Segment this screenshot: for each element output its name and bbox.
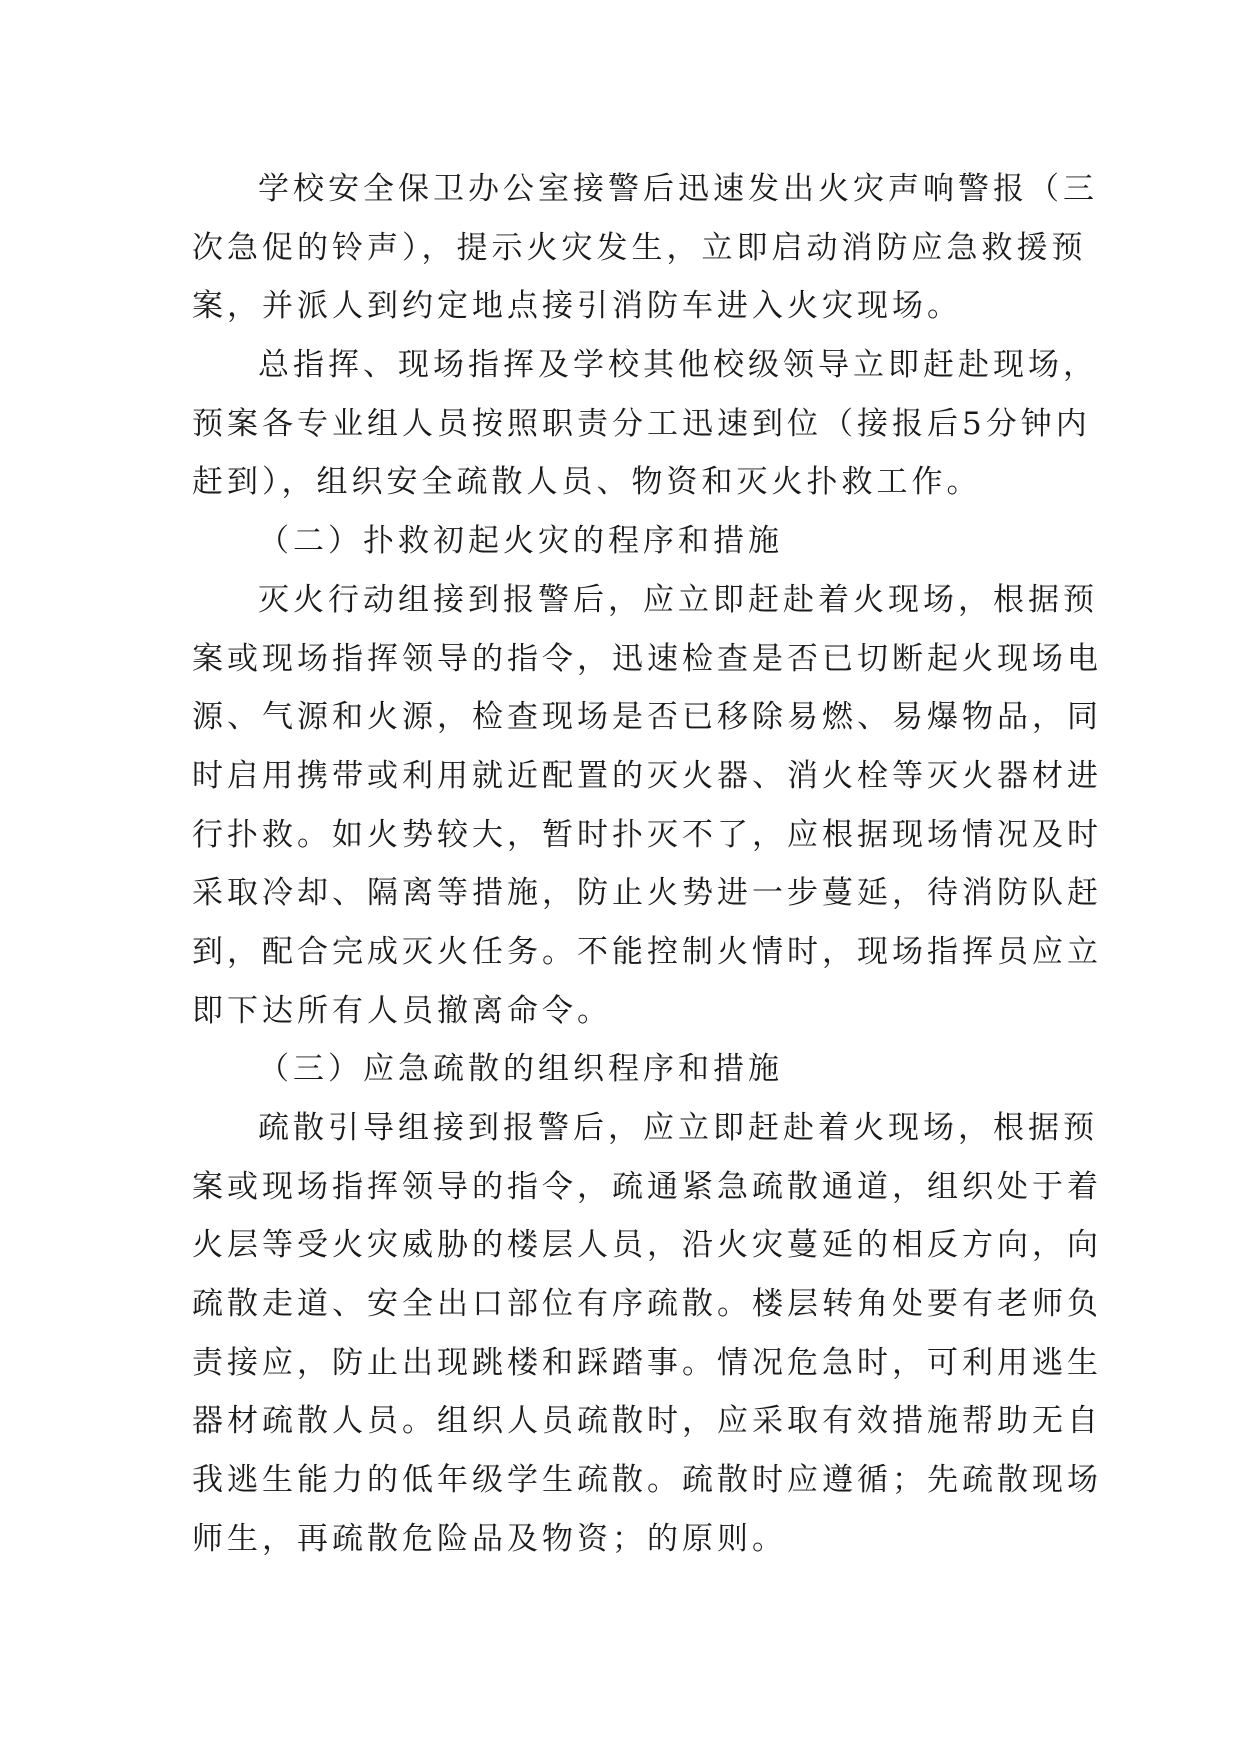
text-line: 灭火行动组接到报警后，应立即赶赴着火现场，根据预: [258, 581, 1098, 618]
section-heading: （三）应急疏散的组织程序和措施: [258, 1051, 783, 1088]
text-line: 采取冷却、隔离等措施，防止火势进一步蔓延，待消防队赶: [192, 875, 1102, 912]
section-heading-evacuation: [192, 1040, 1052, 1099]
text-line: 源、气源和火源，检查现场是否已移除易燃、易爆物品，同: [192, 699, 1102, 736]
text-line: 即下达所有人员撤离命令。: [192, 992, 612, 1029]
text-line: 次急促的铃声），提示火灾发生，立即启动消防应急救援预: [192, 229, 1087, 266]
section-heading: （二）扑救初起火灾的程序和措施: [258, 523, 783, 560]
paragraph-alarm-response: [192, 160, 1098, 336]
text-line: 责接应，防止出现跳楼和踩踏事。情况危急时，可利用逃生: [192, 1344, 1102, 1381]
text-line: 案或现场指挥领导的指令，疏通紧急疏散通道，组织处于着: [192, 1168, 1102, 1205]
text-line: 时启用携带或利用就近配置的灭火器、消火栓等灭火器材进: [192, 757, 1102, 794]
text-line: 总指挥、现场指挥及学校其他校级领导立即赶赴现场，: [258, 347, 1098, 384]
text-line: 师生，再疏散危险品及物资；的原则。: [192, 1520, 787, 1557]
text-line: 学校安全保卫办公室接警后迅速发出火灾声响警报（三: [258, 171, 1098, 207]
text-line: 我逃生能力的低年级学生疏散。疏散时应遵循；先疏散现场: [192, 1462, 1102, 1499]
paragraph-leaders-arrive: [192, 336, 1098, 512]
text-line: 预案各专业组人员按照职责分工迅速到位（接报后5分钟内: [192, 405, 1091, 442]
section-heading-firefighting: [192, 512, 1052, 571]
document-body: [192, 160, 1102, 1569]
text-line: 疏散走道、安全出口部位有序疏散。楼层转角处要有老师负: [192, 1286, 1102, 1323]
text-line: 行扑救。如火势较大，暂时扑灭不了，应根据现场情况及时: [192, 816, 1102, 853]
paragraph-evacuation-procedure: [192, 1099, 1102, 1569]
paragraph-firefighting-procedure: [192, 571, 1102, 1041]
text-line: 疏散引导组接到报警后，应立即赶赴着火现场，根据预: [258, 1110, 1098, 1146]
text-line: 案或现场指挥领导的指令，迅速检查是否已切断起火现场电: [192, 640, 1102, 677]
text-line: 器材疏散人员。组织人员疏散时，应采取有效措施帮助无自: [192, 1403, 1102, 1440]
text-line: 案，并派人到约定地点接引消防车进入火灾现场。: [192, 288, 962, 325]
text-line: 赶到），组织安全疏散人员、物资和灭火扑救工作。: [192, 464, 982, 501]
text-line: 到，配合完成灭火任务。不能控制火情时，现场指挥员应立: [192, 933, 1102, 970]
text-line: 火层等受火灾威胁的楼层人员，沿火灾蔓延的相反方向，向: [192, 1227, 1102, 1264]
